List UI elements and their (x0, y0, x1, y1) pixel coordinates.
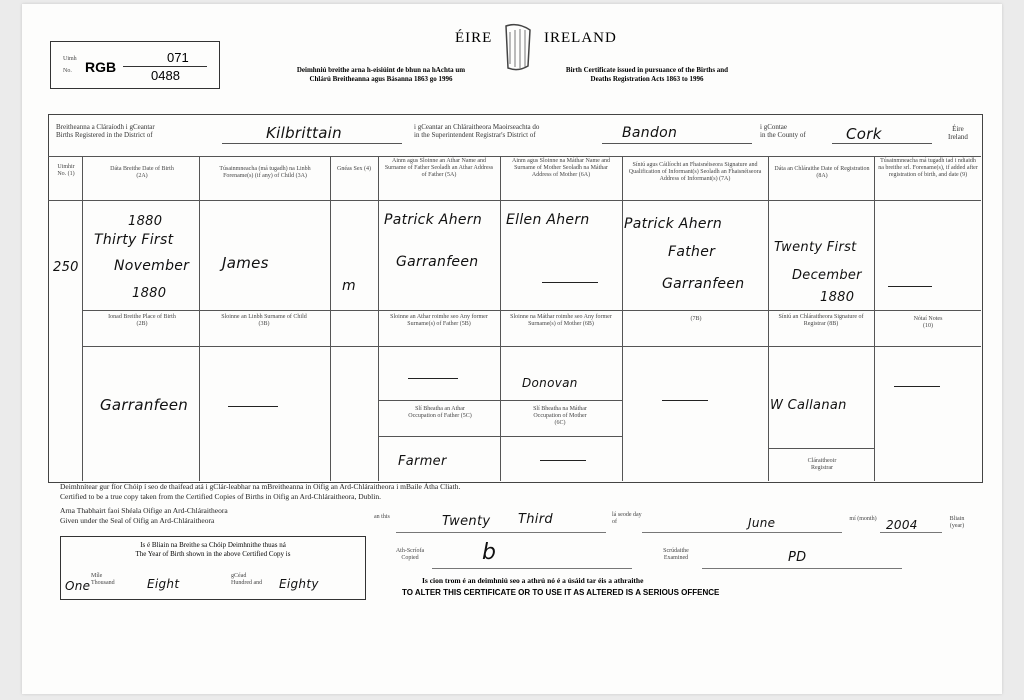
father-occupation: Farmer (398, 454, 447, 469)
child-forename: James (222, 254, 269, 272)
no-label: No. (63, 68, 72, 74)
col-reg-date-header: Dáta an Chláraithe Date of Registration (8A) (774, 166, 870, 179)
place-of-birth: Garranfeen (100, 396, 189, 414)
birth-year-2: 1880 (132, 286, 167, 301)
col-mother-former-header: Sloinne na Máthar roimhe seo Any former Surname(s) of Mother (6B) (510, 314, 612, 327)
child-sex: m (342, 278, 356, 294)
county-value: Cork (846, 125, 882, 143)
month-label: mí (month) (849, 516, 877, 522)
col-forename-header: Túsainmneacha (má tugadh) na Linbh Forename(s) (if any) of Child (3A) (219, 166, 311, 179)
hundred-label: gCéad Hundred and (231, 573, 263, 586)
reg-date-month: December (792, 268, 862, 283)
number-box (50, 41, 220, 89)
copied-label: Ath-Scríofa Copied (395, 548, 425, 561)
registrar-label: Cláraitheoir Registrar (807, 458, 837, 471)
col-sex-header: Gnéas Sex (4) (337, 166, 371, 172)
registrar-signature: W Callanan (770, 398, 847, 413)
english-title: Birth Certificate issued in pursuance of the Births and Deaths Registration Acts 1863 to 1996 (565, 66, 729, 83)
warning-irish: Is cion trom é an deimhniú seo a athrú nó é a úsáid tar éis a athraithe (422, 576, 644, 585)
col-informant-header: Síniú agus Cáilíocht an Fhaisnéiseora Signature and Qualification of Informant(s) Seoladh an Fhaisnéiseora Address of Informant(s) (7A) (628, 162, 762, 182)
given-day-2: Third (518, 512, 553, 527)
entry-number: 250 (53, 260, 79, 275)
an-this-label: an this (374, 514, 390, 520)
warning-english: TO ALTER THIS CERTIFICATE OR TO USE IT AS ALTERED IS A SERIOUS OFFENCE (402, 588, 720, 597)
informant-qualification: Father (668, 244, 716, 260)
year-of-birth-box (60, 536, 366, 600)
col-later-forename-header: Túsainmneacha má tugadh iad i ndiaidh na breithe srl. Forename(s), if added after registration of birth, and date (9) (878, 158, 978, 178)
mother-name: Ellen Ahern (506, 212, 590, 228)
informant-address: Garranfeen (662, 276, 745, 292)
irish-title: Deimhniú breithe arna h-eisiúint de bhun na hAchta um Chlárú Breitheanna agus Básanna 1863 go 1996 (296, 66, 466, 83)
reg-date-day: Twenty First (774, 240, 857, 255)
seal-text: Arna Thabhairt faoi Shéala Oifige an Ard-Chláraitheora Given under the Seal of Oifig an Ard-Chláraitheora (60, 506, 228, 525)
copied-initials: b (482, 540, 497, 565)
mile-label: Míle Thousand (91, 573, 115, 586)
cert-number-top: 071 (167, 50, 189, 65)
examined-label: Scrúdaithe Examined (663, 548, 689, 561)
birth-day: Thirty First (94, 232, 174, 248)
cert-number-bottom: 0488 (151, 68, 180, 83)
district-label: Breitheanna a Cláraíodh i gCeantar Births Registered in the District of (56, 123, 155, 139)
day-of-label: lá seode day of (612, 512, 642, 525)
col-registrar-sig-header: Síniú an Chláraitheora Signature of Registrar (8B) (778, 314, 864, 327)
district-value: Kilbrittain (266, 124, 342, 142)
certificate-page (22, 4, 1002, 694)
col-mother-occupation-header: Slí Bheatha na Máthar Occupation of Mother (6C) (533, 406, 587, 426)
year-one: One (65, 579, 91, 593)
mother-former-surname: Donovan (522, 376, 578, 390)
year-box-text: Is é Bliain na Breithe sa Chóip Deimhnithe thuas ná The Year of Birth shown in the above Certified Copy is (135, 541, 291, 558)
col-date-birth-header: Dáta Breithe Date of Birth (2A) (110, 166, 174, 179)
informant-name: Patrick Ahern (624, 216, 723, 232)
father-name: Patrick Ahern (384, 212, 483, 228)
eire-heading: ÉIRE (455, 30, 493, 46)
cert-code: RGB (85, 59, 117, 75)
year-label: Bliain (year) (949, 516, 965, 529)
birth-month: November (114, 258, 190, 274)
supt-district-value: Bandon (622, 125, 678, 141)
col-surname-header: Sloinne an Linbh Surname of Child (3B) (221, 314, 307, 327)
certification-text: Deimhnítear gur fíor Chóip í seo de thaifead atá i gClár-leabhar na mBreitheanna in Oifig an Ard-Chláraitheora i mBaile Átha Cliath. Certified to be a true copy taken from the Certified Copies of Births in Oifig an Ard-Chláraitheora, Dublin. (60, 482, 461, 501)
col-mother-header: Ainm agus Sloinne na Máthar Name and Surname of Mother Seoladh na Máthar Address of Mother (6A) (512, 158, 610, 178)
harp-emblem-icon (500, 22, 536, 74)
year-eighty: Eighty (279, 577, 319, 591)
col-7b-header: (7B) (690, 316, 702, 322)
reg-date-year: 1880 (820, 290, 855, 305)
birth-year: 1880 (128, 214, 163, 229)
col-place-birth-header: Ionad Breithe Place of Birth (2B) (108, 314, 176, 327)
given-day: Twenty (442, 514, 491, 529)
col-notes-header: Nótaí Notes (10) (913, 316, 943, 329)
ireland-small: Éire Ireland (948, 125, 968, 141)
supt-district-label: i gCeantar an Chláraitheora Maoirseachta do in the Superintendent Registrar's District of (414, 123, 540, 139)
ireland-heading: IRELAND (544, 30, 617, 46)
examined-initials: PD (788, 550, 807, 565)
given-month: June (748, 516, 776, 530)
uimh-label: Uimh (63, 56, 77, 62)
year-eight: Eight (147, 577, 180, 591)
county-label: i gContae in the County of (760, 123, 806, 139)
col-number-header: Uimhir No. (1) (57, 164, 75, 177)
col-father-occupation-header: Slí Bheatha an Athar Occupation of Father (5C) (408, 406, 472, 419)
father-address: Garranfeen (396, 254, 479, 270)
given-year: 2004 (886, 518, 918, 532)
col-father-header: Ainm agus Sloinne an Athar Name and Surname of Father Seoladh an Athar Address of Father (5A) (384, 158, 494, 178)
col-father-former-header: Sloinne an Athar roimhe seo Any former Surname(s) of Father (5B) (390, 314, 488, 327)
